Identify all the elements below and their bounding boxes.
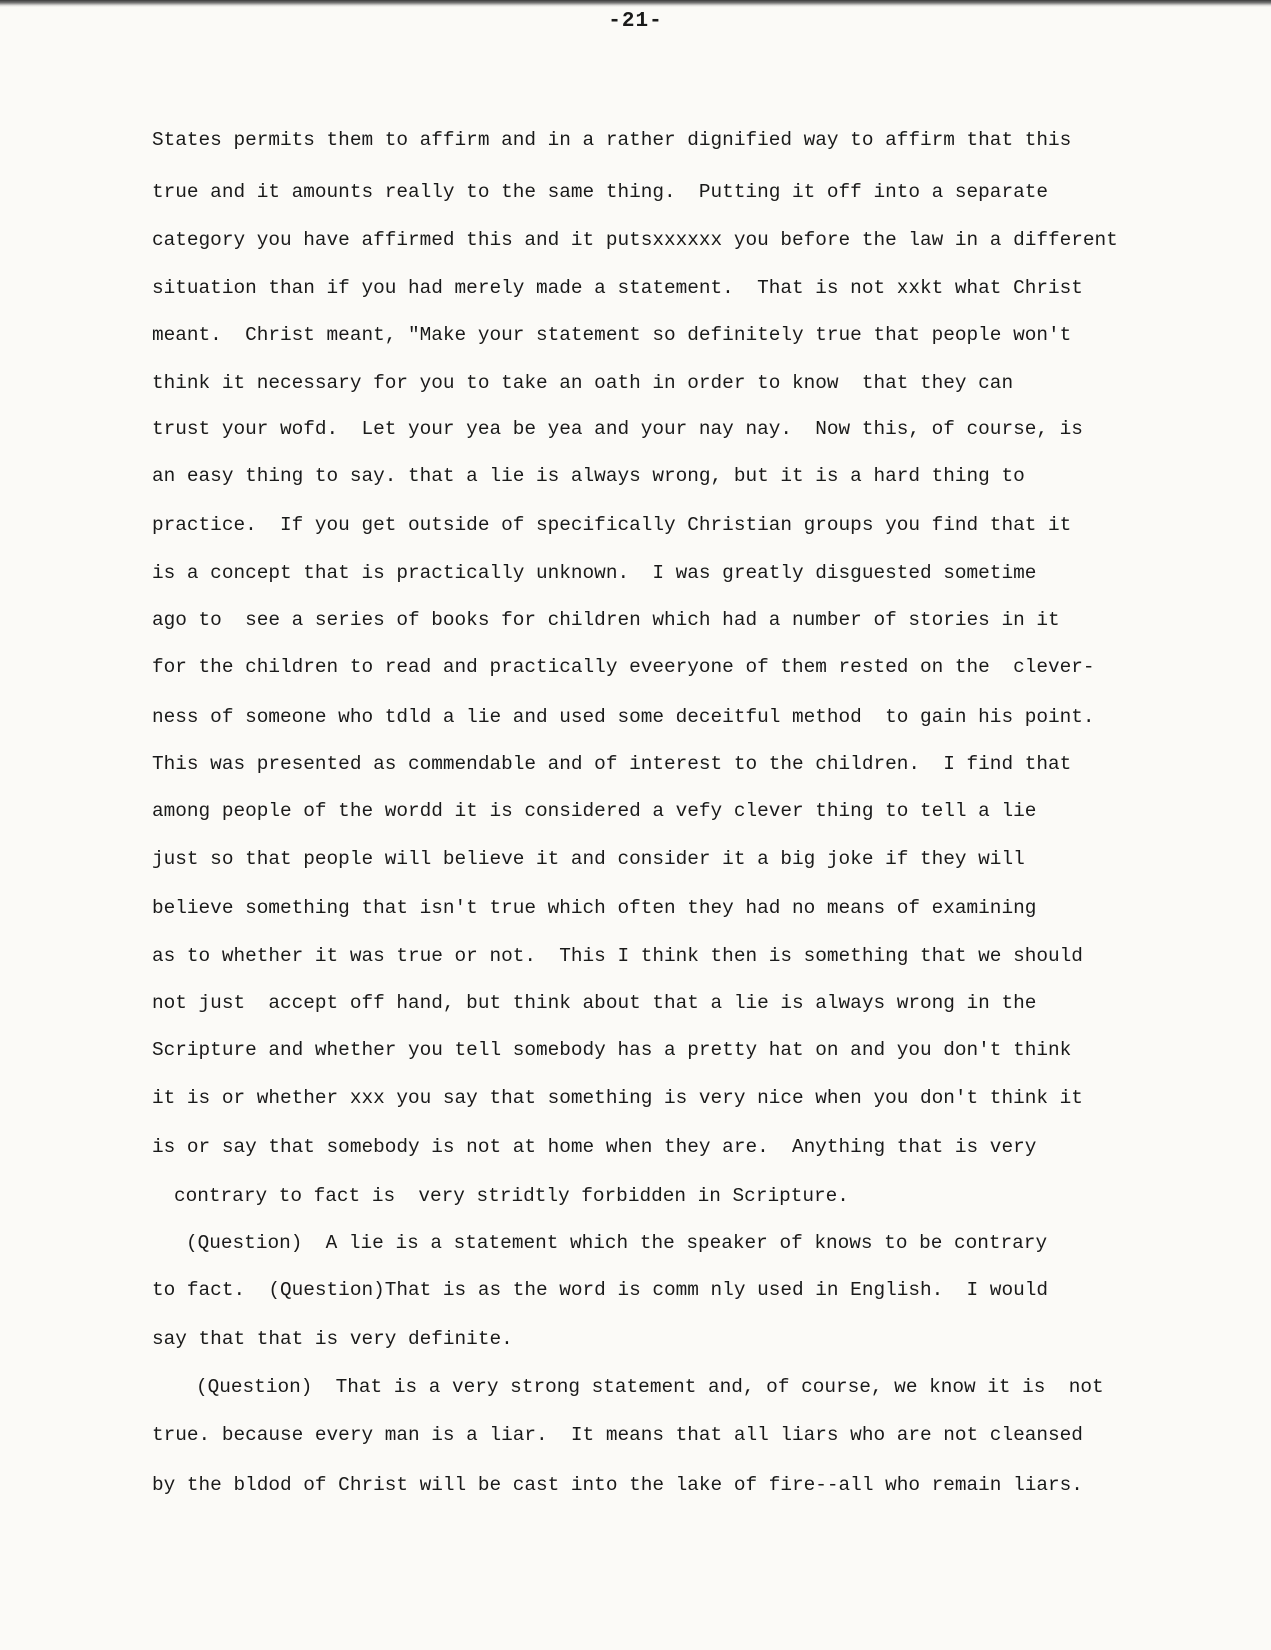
text-line: believe something that isn't true which often they had no means of examining [152,897,1037,919]
text-line: practice. If you get outside of specifically Christian groups you find that it [152,514,1072,536]
text-line: just so that people will believe it and consider it a big joke if they will [152,848,1025,870]
text-line: trust your wofd. Let your yea be yea and your nay nay. Now this, of course, is [152,418,1083,440]
text-line: for the children to read and practically eveeryone of them rested on the clever- [152,656,1095,678]
text-line: is or say that somebody is not at home when they are. Anything that is very [152,1136,1037,1158]
text-line: is a concept that is practically unknown. I was greatly disguested sometime [152,562,1037,584]
text-line: as to whether it was true or not. This I think then is something that we should [152,945,1083,967]
text-line: true. because every man is a liar. It means that all liars who are not cleansed [152,1424,1083,1446]
page-number: -21- [608,10,663,33]
text-line: think it necessary for you to take an oath in order to know that they can [152,372,1014,394]
text-line: an easy thing to say. that a lie is always wrong, but it is a hard thing to [152,465,1025,487]
text-line: situation than if you had merely made a statement. That is not xxkt what Christ [152,277,1083,299]
text-line: Scripture and whether you tell somebody has a pretty hat on and you don't think [152,1039,1072,1061]
text-line: to fact. (Question)That is as the word is comm nly used in English. I would [152,1279,1048,1301]
text-line: (Question) A lie is a statement which the speaker of knows to be contrary [186,1232,1048,1254]
text-line: ago to see a series of books for children which had a number of stories in it [152,609,1060,631]
text-line: This was presented as commendable and of interest to the children. I find that [152,753,1072,775]
text-line: contrary to fact is very stridtly forbidden in Scripture. [174,1185,849,1207]
text-line: say that that is very definite. [152,1328,513,1350]
text-line: ness of someone who tdld a lie and used some deceitful method to gain his point. [152,706,1095,728]
text-line: States permits them to affirm and in a rather dignified way to affirm that this [152,129,1072,151]
text-line: it is or whether xxx you say that something is very nice when you don't think it [152,1087,1083,1109]
text-line: category you have affirmed this and it putsxxxxxx you before the law in a different [152,229,1118,251]
text-line: not just accept off hand, but think about that a lie is always wrong in the [152,992,1037,1014]
text-line: among people of the wordd it is considered a vefy clever thing to tell a lie [152,800,1037,822]
text-line: by the bldod of Christ will be cast into the lake of fire--all who remain liars. [152,1474,1083,1496]
text-line: (Question) That is a very strong statement and, of course, we know it is not [196,1376,1104,1398]
text-line: meant. Christ meant, "Make your statement so definitely true that people won't [152,324,1072,346]
scanned-page-edge [0,0,1271,7]
text-line: true and it amounts really to the same thing. Putting it off into a separate [152,181,1048,203]
